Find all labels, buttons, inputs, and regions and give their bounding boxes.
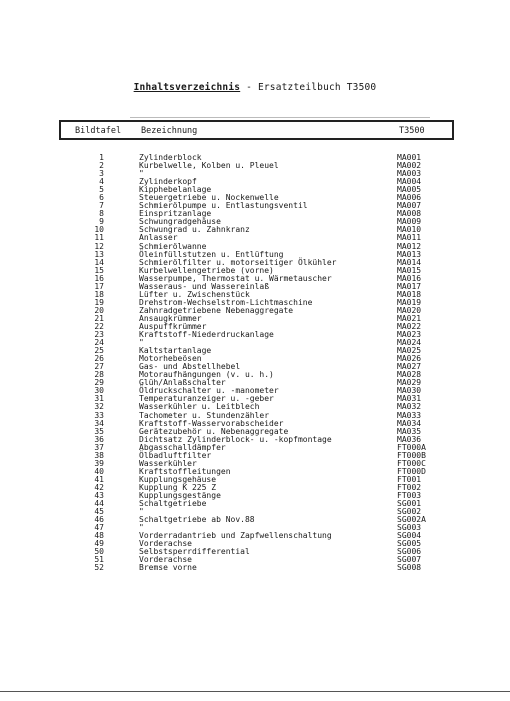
row-bezeichnung: Motoraufhängungen (v. u. h.)	[139, 370, 274, 380]
row-number: 46	[94, 515, 104, 525]
row-number: 38	[94, 450, 104, 460]
row-bezeichnung: Ansaugkrümmer	[139, 313, 202, 323]
row-bezeichnung: Zylinderkopf	[139, 177, 197, 187]
row-bezeichnung: Schwungrad u. Zahnkranz	[139, 225, 250, 235]
row-bezeichnung: Schaltgetriebe	[139, 499, 207, 509]
row-number: 32	[94, 402, 104, 412]
table-row	[0, 315, 510, 323]
row-bezeichnung: Öldruckschalter u. -manometer	[139, 386, 279, 396]
row-number: 48	[94, 531, 104, 541]
row-bezeichnung: "	[139, 169, 144, 179]
row-code: MA008	[397, 209, 422, 219]
row-number: 12	[94, 241, 104, 251]
row-bezeichnung: Kipphebelanlage	[139, 185, 212, 195]
row-bezeichnung: "	[139, 338, 144, 348]
row-code: MA026	[397, 354, 422, 364]
row-code: MA023	[397, 330, 422, 340]
row-bezeichnung: Schmierölpumpe u. Entlastungsventil	[139, 201, 308, 211]
row-code: MA012	[397, 241, 422, 251]
row-code: MA024	[397, 338, 422, 348]
row-code: SG002A	[397, 515, 426, 525]
row-number: 51	[94, 555, 104, 565]
header-bildtafel: Bildtafel	[75, 126, 122, 136]
row-bezeichnung: Bremse vorne	[139, 563, 197, 573]
row-number: 8	[99, 209, 104, 219]
row-code: MA005	[397, 185, 422, 195]
row-number: 52	[94, 563, 104, 573]
row-number: 19	[94, 297, 104, 307]
row-bezeichnung: Vorderradantrieb und Zapfwellenschaltung	[139, 531, 332, 541]
row-number: 43	[94, 490, 104, 500]
row-bezeichnung: Selbstsperrdifferential	[139, 547, 250, 557]
row-code: MA014	[397, 257, 422, 267]
row-code: MA006	[397, 193, 422, 203]
row-bezeichnung: Abgasschalldämpfer	[139, 442, 226, 452]
table-row	[0, 226, 510, 234]
row-bezeichnung: Glüh/Anlaßschalter	[139, 378, 226, 388]
row-code: MA007	[397, 201, 422, 211]
row-number: 3	[99, 169, 104, 179]
row-code: SG006	[397, 547, 422, 557]
row-bezeichnung: Tachometer u. Stundenzähler	[139, 410, 270, 420]
table-row	[0, 532, 510, 540]
row-code: MA032	[397, 402, 422, 412]
row-number: 30	[94, 386, 104, 396]
row-number: 2	[99, 161, 104, 171]
row-code: MA013	[397, 249, 422, 259]
row-bezeichnung: Kraftstoffleitungen	[139, 466, 231, 476]
table-row	[0, 234, 510, 242]
table-row	[0, 460, 510, 468]
row-bezeichnung: Zylinderblock	[139, 153, 202, 162]
row-code: MA029	[397, 378, 422, 388]
table-row	[0, 202, 510, 210]
row-number: 26	[94, 354, 104, 364]
row-number: 11	[94, 233, 104, 243]
row-bezeichnung: Lüfter u. Zwischenstück	[139, 289, 250, 299]
row-bezeichnung: Schaltgetriebe ab Nov.88	[139, 515, 255, 525]
row-bezeichnung: Kurbelwelle, Kolben u. Pleuel	[139, 161, 279, 171]
row-code: MA004	[397, 177, 422, 187]
row-bezeichnung: Öleinfüllstutzen u. Entlüftung	[139, 249, 284, 259]
table-row	[0, 170, 510, 178]
row-code: MA031	[397, 394, 422, 404]
table-row	[0, 283, 510, 291]
row-code: FT000B	[397, 450, 426, 460]
row-number: 18	[94, 289, 104, 299]
row-number: 6	[99, 193, 104, 203]
row-number: 44	[94, 499, 104, 509]
table-header	[59, 120, 454, 140]
row-code: MA035	[397, 426, 422, 436]
row-code: SG005	[397, 539, 422, 549]
title-main: Inhaltsverzeichnis	[133, 82, 241, 93]
row-number: 42	[94, 482, 104, 492]
title-subtitle: - Ersatzteilbuch T3500	[240, 82, 377, 93]
row-bezeichnung: "	[139, 523, 144, 533]
row-bezeichnung: Schwungradgehäuse	[139, 217, 221, 227]
row-bezeichnung: Gas- und Abstellhebel	[139, 362, 241, 372]
row-bezeichnung: Kurbelwellengetriebe (vorne)	[139, 265, 274, 275]
row-number: 15	[94, 265, 104, 275]
row-number: 27	[94, 362, 104, 372]
row-code: MA021	[397, 313, 422, 323]
row-number: 13	[94, 249, 104, 259]
row-number: 49	[94, 539, 104, 549]
table-row	[0, 444, 510, 452]
row-bezeichnung: Vorderachse	[139, 555, 192, 565]
table-body	[0, 154, 510, 572]
row-code: FT000D	[397, 466, 426, 476]
header-t3500: T3500	[399, 126, 425, 136]
header-bezeichnung: Bezeichnung	[141, 126, 198, 136]
table-row	[0, 468, 510, 476]
table-row	[0, 210, 510, 218]
table-row	[0, 436, 510, 444]
row-code: SG003	[397, 523, 422, 533]
row-code: FT000A	[397, 442, 426, 452]
table-row	[0, 339, 510, 347]
table-row	[0, 218, 510, 226]
row-code: MA027	[397, 362, 422, 372]
row-code: MA002	[397, 161, 422, 171]
row-bezeichnung: Wasserkühler	[139, 458, 197, 468]
row-code: MA019	[397, 297, 422, 307]
row-code: MA028	[397, 370, 422, 380]
row-bezeichnung: Kaltstartanlage	[139, 346, 212, 356]
row-code: MA030	[397, 386, 422, 396]
row-number: 10	[94, 225, 104, 235]
row-code: MA034	[397, 418, 422, 428]
row-code: MA015	[397, 265, 422, 275]
row-code: MA025	[397, 346, 422, 356]
table-row	[0, 476, 510, 484]
row-number: 5	[99, 185, 104, 195]
table-row	[0, 371, 510, 379]
row-number: 37	[94, 442, 104, 452]
table-row	[0, 556, 510, 564]
row-code: MA036	[397, 434, 422, 444]
row-code: FT003	[397, 490, 422, 500]
row-bezeichnung: Drehstrom-Wechselstrom-Lichtmaschine	[139, 297, 313, 307]
row-code: FT001	[397, 474, 422, 484]
row-bezeichnung: Schmierölwanne	[139, 241, 207, 251]
row-number: 20	[94, 305, 104, 315]
row-number: 34	[94, 418, 104, 428]
table-row	[0, 178, 510, 186]
row-number: 17	[94, 281, 104, 291]
row-bezeichnung: Kupplungsgestänge	[139, 490, 221, 500]
row-number: 25	[94, 346, 104, 356]
row-bezeichnung: Wasserpumpe, Thermostat u. Wärmetauscher	[139, 273, 332, 283]
row-code: MA016	[397, 273, 422, 283]
table-row	[0, 331, 510, 339]
row-bezeichnung: Kupplungsgehäuse	[139, 474, 217, 484]
row-number: 9	[99, 217, 104, 227]
row-bezeichnung: Einspritzanlage	[139, 209, 212, 219]
table-row	[0, 347, 510, 355]
row-number: 40	[94, 466, 104, 476]
row-number: 35	[94, 426, 104, 436]
row-code: MA001	[397, 153, 422, 162]
row-code: FT002	[397, 482, 422, 492]
row-bezeichnung: Gerätezubehör u. Nebenaggregate	[139, 426, 289, 436]
row-number: 28	[94, 370, 104, 380]
row-number: 14	[94, 257, 104, 267]
row-number: 45	[94, 507, 104, 517]
row-bezeichnung: Vorderachse	[139, 539, 192, 549]
bottom-rule	[0, 691, 510, 692]
row-bezeichnung: Wasserkühler u. Leitblech	[139, 402, 260, 412]
table-row	[0, 516, 510, 524]
table-row	[0, 564, 510, 572]
table-row	[0, 492, 510, 500]
row-code: MA020	[397, 305, 422, 315]
row-bezeichnung: Kupplung K 225 Z	[139, 482, 217, 492]
row-number: 41	[94, 474, 104, 484]
row-bezeichnung: "	[139, 507, 144, 517]
table-row	[0, 508, 510, 516]
table-row	[0, 162, 510, 170]
table-row	[0, 355, 510, 363]
row-code: MA017	[397, 281, 422, 291]
row-bezeichnung: Auspuffkrümmer	[139, 321, 207, 331]
row-code: SG004	[397, 531, 422, 541]
row-number: 39	[94, 458, 104, 468]
row-code: SG007	[397, 555, 422, 565]
row-number: 4	[99, 177, 104, 187]
row-code: SG001	[397, 499, 422, 509]
row-number: 1	[99, 153, 104, 162]
row-number: 21	[94, 313, 104, 323]
row-number: 36	[94, 434, 104, 444]
row-bezeichnung: Kraftstoff-Niederdruckanlage	[139, 330, 274, 340]
row-code: MA010	[397, 225, 422, 235]
row-bezeichnung: Ölbadluftfilter	[139, 450, 212, 460]
row-number: 22	[94, 321, 104, 331]
row-bezeichnung: Kraftstoff-Wasservorabscheider	[139, 418, 284, 428]
row-number: 23	[94, 330, 104, 340]
row-number: 31	[94, 394, 104, 404]
header-rule	[130, 117, 430, 118]
row-code: MA003	[397, 169, 422, 179]
row-number: 50	[94, 547, 104, 557]
row-bezeichnung: Zahnradgetriebene Nebenaggregate	[139, 305, 294, 315]
table-row	[0, 500, 510, 508]
row-code: FT000C	[397, 458, 426, 468]
table-row	[0, 452, 510, 460]
row-bezeichnung: Motorhebeösen	[139, 354, 202, 364]
table-row	[0, 484, 510, 492]
row-number: 47	[94, 523, 104, 533]
row-code: SG008	[397, 563, 422, 573]
row-bezeichnung: Anlasser	[139, 233, 178, 243]
row-code: MA022	[397, 321, 422, 331]
row-code: MA009	[397, 217, 422, 227]
row-bezeichnung: Dichtsatz Zylinderblock- u. -kopfmontage	[139, 434, 332, 444]
document-title	[0, 82, 510, 93]
row-code: MA033	[397, 410, 422, 420]
table-row	[0, 307, 510, 315]
row-code: MA011	[397, 233, 422, 243]
row-bezeichnung: Temperaturanzeiger u. -geber	[139, 394, 274, 404]
row-number: 33	[94, 410, 104, 420]
row-number: 7	[99, 201, 104, 211]
row-number: 29	[94, 378, 104, 388]
table-row	[0, 540, 510, 548]
row-code: MA018	[397, 289, 422, 299]
row-bezeichnung: Wasseraus- und Wassereinlaß	[139, 281, 270, 291]
row-bezeichnung: Steuergetriebe u. Nockenwelle	[139, 193, 279, 203]
row-bezeichnung: Schmierölfilter u. motorseitiger Ölkühler	[139, 257, 337, 267]
row-number: 16	[94, 273, 104, 283]
row-code: SG002	[397, 507, 422, 517]
table-row	[0, 548, 510, 556]
row-number: 24	[94, 338, 104, 348]
